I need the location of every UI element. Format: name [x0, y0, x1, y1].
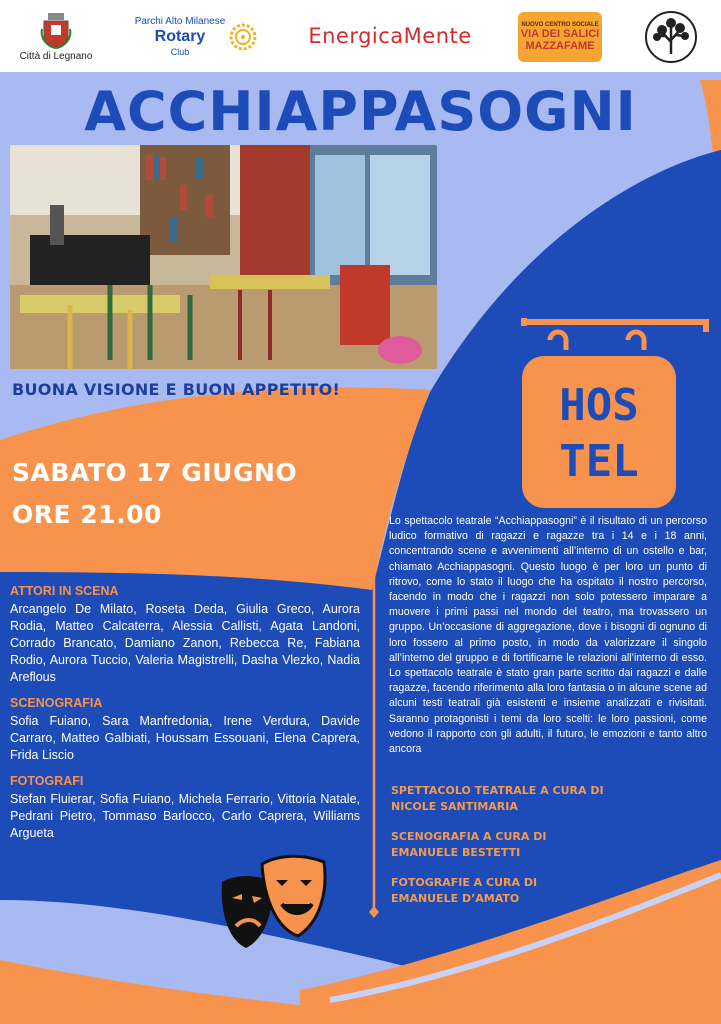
staff-role: FOTOGRAFIE A CURA DI [391, 876, 538, 889]
sign-text-1: HOS [559, 380, 639, 431]
tree-icon [644, 10, 698, 64]
date-line: SABATO 17 GIUGNO [12, 458, 298, 487]
centro-sociale-logo [518, 12, 602, 62]
section-scenography [10, 696, 360, 764]
theater-masks-icon [216, 852, 336, 956]
section-title: ATTORI IN SCENA [10, 584, 119, 598]
cafe-interior-image [10, 145, 437, 369]
staff-role: SCENOGRAFIA A CURA DI [391, 830, 547, 843]
divider-line [366, 494, 382, 918]
energicamente-logo [300, 20, 480, 52]
rotary-logo [130, 14, 262, 60]
staff-role: SPETTACOLO TEATRALE A CURA DI [391, 784, 604, 797]
description: Lo spettacolo teatrale “Acchiappasogni” è il risultato di un percorso ludico formativo di ragazzi e ragazze tra i 14 e i 18 anni, concentrando scene e avvenimenti all’interno di un ostello e bar, chiamato Acchiappasogni. Questo luogo è per loro un punto di ritrovo, come lo stato il luogo che ha ospitato il nostro percorso, facendo in modo che i ragazzi non solo potessero imparare a muovere i primi passi nel mondo del teatro, ma trovassero un gruppo. Un’occasione di aggregazione, dove i bisogni di ognuno di loro fossero al primo posto, in modo da valorizzare il singolo all’interno del gruppo e di fortificarne le relazioni all’interno di esso. Lo spettacolo teatrale è stato gran parte scritto dai ragazzi e dalle ragazze, facendo riferimento alla loro fantasia o in alcune scene ad alcuni testi teatrali già esistenti e insieme analizzati e rivisitati. Saranno protagonisti i temi da loro scelti: le loro passioni, come vedono il rapporto con gli adulti, il futuro, le emozioni e tanto altro ancora [389, 515, 707, 756]
rotary-top-text: Parchi Alto Milanese [134, 16, 226, 27]
event-date [12, 452, 297, 536]
staff-person: EMANUELE D’AMATO [391, 892, 520, 905]
section-text: Stefan Fluierar, Sofia Fuiano, Michela Ferrario, Vittoria Natale, Pedrani Pietro, Tommaso Barlocco, Carlo Caprera, Williams Argueta [10, 792, 360, 840]
centro-main-text: VIA DEI SALICI [520, 28, 600, 40]
tree-logo [644, 10, 698, 64]
centro-main-text-2: MAZZAFAME [525, 40, 595, 52]
section-actors [10, 584, 360, 686]
city-crest-icon [40, 11, 72, 49]
staff-person: EMANUELE BESTETTI [391, 846, 521, 859]
logo-bar [0, 0, 721, 72]
page-title: ACCHIAPPASOGNI [84, 80, 637, 143]
section-title: FOTOGRAFI [10, 774, 84, 788]
rotary-club: Club [170, 47, 190, 57]
credits [10, 584, 360, 852]
staff-item [391, 783, 711, 815]
energicamente-text: EnergicaMente [308, 24, 472, 48]
city-name: Città di Legnano [19, 50, 93, 62]
rotary-wheel-icon [229, 23, 257, 51]
section-title: SCENOGRAFIA [10, 696, 103, 710]
staff-item [391, 829, 711, 861]
rotary-name: Rotary [154, 28, 206, 45]
section-photographers [10, 774, 360, 842]
hostel-sign-icon [516, 300, 716, 520]
section-text: Arcangelo De Milato, Roseta Deda, Giulia Greco, Aurora Rodia, Matteo Calcaterra, Alessia Callisti, Agata Landoni, Corrado Brancato, Damiano Zanon, Rebecca Re, Fabiana Rodio, Aurora Tuccio, Valeria Magistrelli, Dasha Vlezko, Nadia Areflous [10, 602, 360, 684]
staff-item [391, 875, 711, 907]
centro-top-text: NUOVO CENTRO SOCIALE [521, 22, 599, 28]
city-logo [14, 6, 98, 66]
cafe-photo [10, 145, 437, 369]
sign-text-2: TEL [559, 436, 639, 487]
section-text: Sofia Fuiano, Sara Manfredonia, Irene Verdura, Davide Carraro, Matteo Galbiati, Houssam Essouani, Elena Caprera, Frida Liscio [10, 714, 360, 762]
time-line: ORE 21.00 [12, 500, 162, 529]
staff-person: NICOLE SANTIMARIA [391, 800, 518, 813]
subtitle: BUONA VISIONE E BUON APPETITO! [12, 380, 341, 399]
staff-list [391, 783, 711, 921]
